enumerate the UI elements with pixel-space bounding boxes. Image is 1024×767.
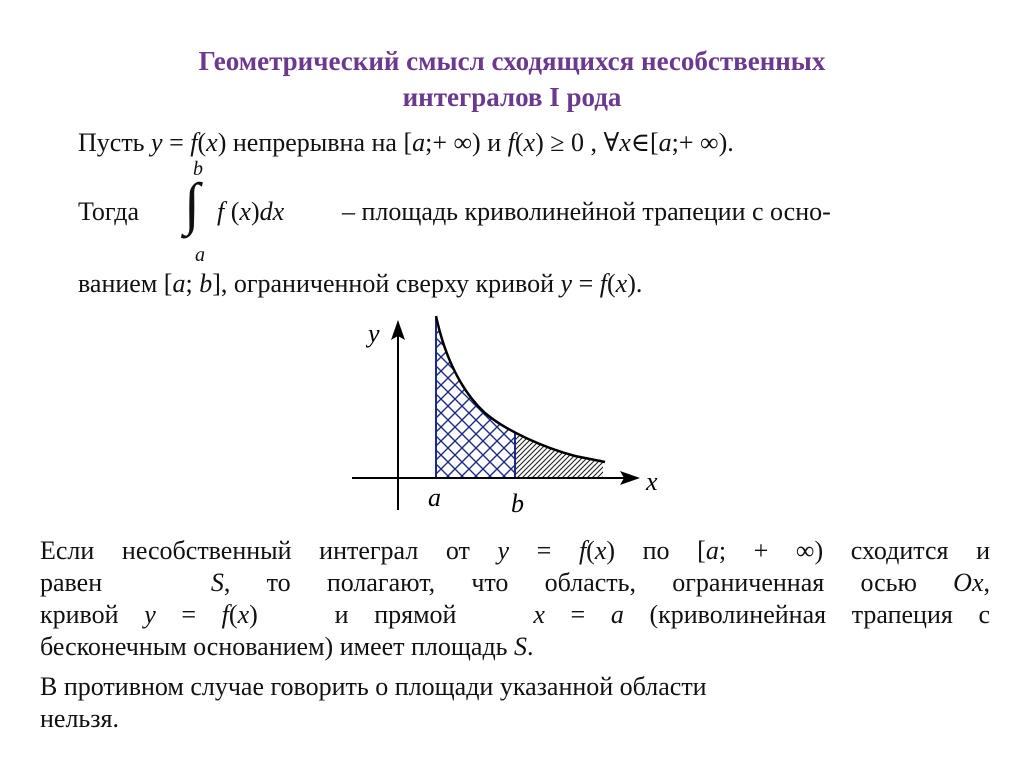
para-text: , [983, 568, 990, 597]
var-x: x [533, 600, 545, 629]
var-y: y [151, 128, 163, 157]
integrand-text: ( [224, 197, 240, 226]
intro-text: ) ≥ 0 , ∀ [535, 128, 620, 157]
var-f: f [217, 197, 225, 226]
para1-line-2 [40, 567, 990, 599]
para-text: . [527, 632, 534, 661]
var-a: a [705, 536, 719, 565]
area-a-b-crosshatched [436, 318, 515, 478]
para2-line-2: нельзя. [40, 704, 120, 733]
para-text: кривой [40, 600, 145, 629]
title-line-2: интегралов I рода [402, 82, 622, 112]
var-a: a [412, 128, 426, 157]
integral-lower-limit: a [195, 244, 205, 266]
var-y: y [144, 600, 156, 629]
intro-text: ], ограниченной сверху кривой [212, 269, 561, 298]
var-x: x [523, 128, 536, 157]
intro-text: ( [514, 128, 524, 157]
para-text: ( [586, 536, 595, 565]
intro-text: = [572, 269, 600, 298]
x-axis-label: x [646, 467, 658, 496]
var-a: a [610, 600, 624, 629]
para-text: Если несобственный интеграл от [40, 536, 498, 565]
para-text: ; + ∞) сходится и [718, 536, 990, 565]
a-label: a [428, 483, 441, 512]
intro-text: ). [627, 269, 643, 298]
intro-text: ( [606, 269, 616, 298]
var-s: S [514, 632, 528, 661]
intro-text: = [162, 128, 191, 157]
var-x: x [615, 269, 628, 298]
var-s: S [210, 568, 224, 597]
var-f: f [190, 128, 198, 157]
para-text: = [155, 600, 222, 629]
para-text: ) и прямой [249, 600, 534, 629]
intro-text: Пусть [78, 128, 145, 157]
var-f: f [599, 269, 607, 298]
convergence-paragraph [40, 535, 990, 663]
intro-text: ( [197, 128, 207, 157]
para-text: = [544, 600, 611, 629]
var-x: x [239, 197, 251, 226]
integral-sign: ∫ [184, 171, 200, 236]
var-y: y [497, 536, 510, 565]
para2-line-1: В противном случае говорить о площади указанной области [40, 672, 707, 701]
var-f: f [578, 536, 587, 565]
para-text: (криволинейная трапеция с [623, 600, 990, 629]
divergence-paragraph [40, 671, 990, 735]
var-b: b [199, 269, 213, 298]
intro-text: ∈[ [630, 128, 659, 157]
para-text: ( [228, 600, 238, 629]
intro-text: ;+ ∞). [671, 128, 734, 157]
intro-text: ;+ ∞) и [425, 128, 508, 157]
para-text: ) по [ [606, 536, 706, 565]
var-x: x [237, 600, 250, 629]
para-text: бесконечным основанием) имеет площадь [40, 632, 515, 661]
togda-word: Тогда [78, 197, 140, 226]
integral-description: – площадь криволинейной трапеции с осно- [342, 197, 831, 226]
intro-text: ) непрерывна на [ [217, 128, 413, 157]
var-f: f [507, 128, 515, 157]
y-axis-label: y [368, 319, 380, 348]
integral-upper-limit: b [193, 158, 203, 180]
para-text: равен [40, 568, 211, 597]
para-text: , то полагают, что область, ограниченная осью [223, 568, 954, 597]
title-line-1: Геометрический смысл сходящихся несобственных [198, 46, 826, 76]
var-x: x [619, 128, 631, 157]
var-dx: dx [259, 197, 285, 226]
para1-line-1 [40, 535, 990, 567]
b-label: b [511, 489, 524, 518]
intro-text: ванием [ [78, 269, 173, 298]
para1-line-4 [40, 631, 990, 663]
intro-text: ; [185, 269, 200, 298]
var-a: a [172, 269, 186, 298]
var-a: a [658, 128, 672, 157]
var-y: y [560, 269, 573, 298]
var-x: x [594, 536, 607, 565]
integrand-text: ) [250, 197, 260, 226]
para-text: = [509, 536, 579, 565]
var-ox: Ox [953, 568, 984, 597]
var-x: x [206, 128, 218, 157]
var-f: f [221, 600, 229, 629]
para1-line-3 [40, 599, 990, 631]
